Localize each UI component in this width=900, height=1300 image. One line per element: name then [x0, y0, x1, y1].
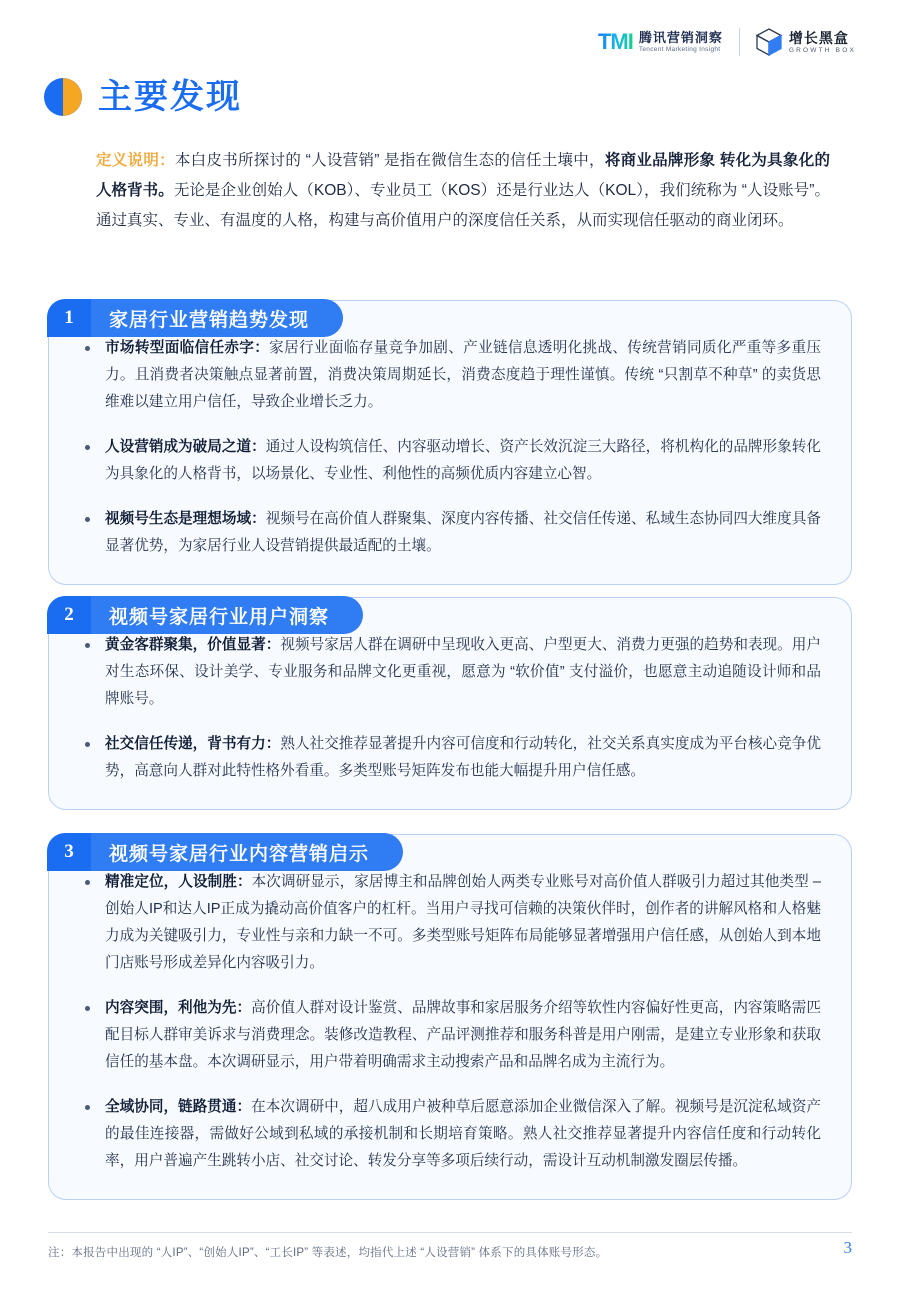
section-2-bullets	[79, 632, 821, 785]
growthbox-logo	[756, 28, 856, 56]
section-3-header	[47, 833, 403, 871]
bullet-title: 市场转型面临信任赤字：	[105, 340, 270, 356]
section-2-header	[47, 596, 363, 634]
section-1-title: 家居行业营销趋势发现	[91, 299, 343, 337]
tmi-logo-text	[639, 31, 723, 54]
bullet-title: 社交信任传递，背书有力：	[105, 736, 281, 752]
bullet-text: 视频号家居人群在调研中呈现收入更高、户型更大、消费力更强的趋势和表现。用户对生态环保、设计美学、专业服务和品牌文化更重视，愿意为 “软价值” 支付溢价，也愿意主动追随设计师和品牌账号。	[105, 637, 821, 707]
section-3-bullets	[79, 869, 821, 1175]
bullet-text: 家居行业面临存量竞争加剧、产业链信息透明化挑战、传统营销同质化严重等多重压力。且消费者决策触点显著前置，消费决策周期延长，消费态度趋于理性谨慎。传统 “只割草不种草” 的卖货思维难以建立用户信任，导致企业增长乏力。	[105, 340, 821, 410]
list-item	[79, 632, 821, 713]
growthbox-name-cn: 增长黑盒	[788, 29, 849, 46]
section-1-header	[47, 299, 343, 337]
footer-note: 注：本报告中出现的 “人IP”、“创始人IP”、“工长IP” 等表述，均指代上述 “人设营销” 体系下的具体账号形态。	[48, 1247, 608, 1259]
bullet-text: 在本次调研中，超八成用户被种草后愿意添加企业微信深入了解。视频号是沉淀私域资产的最佳连接器，需做好公域到私域的承接机制和长期培育策略。熟人社交推荐显著提升内容信任度和行动转化率，用户普遍产生跳转小店、社交讨论、转发分享等多项后续行动，需设计互动机制激发圈层传播。	[105, 1099, 821, 1169]
bullet-title: 视频号生态是理想场域：	[105, 511, 266, 527]
page-number: 3	[843, 1238, 852, 1257]
section-1-box	[48, 300, 852, 585]
cube-icon	[756, 28, 782, 56]
bullet-title: 全域协同，链路贯通：	[105, 1099, 252, 1115]
section-2	[48, 597, 852, 810]
definition-part2: 无论是企业创始人（KOB）、专业员工（KOS）还是行业达人（KOL），我们统称为 “人设账号”。通过真实、专业、有温度的人格，构建与高价值用户的深度信任关系，从而实现信任驱动的商业闭环。	[96, 182, 830, 229]
definition-paragraph	[96, 146, 830, 236]
footer-divider	[48, 1232, 852, 1233]
bullet-title: 内容突围，利他为先：	[105, 1000, 252, 1016]
header-logos	[598, 28, 856, 56]
list-item	[79, 506, 821, 560]
section-3-number: 3	[47, 833, 91, 871]
list-item	[79, 869, 821, 977]
page-title	[44, 78, 242, 116]
logo-divider	[739, 28, 740, 56]
bullet-title: 精准定位，人设制胜：	[105, 874, 252, 890]
growthbox-logo-text	[789, 30, 856, 55]
bullet-title: 人设营销成为破局之道：	[105, 439, 266, 455]
section-1-number: 1	[47, 299, 91, 337]
list-item	[79, 335, 821, 416]
definition-part1: 本白皮书所探讨的 “人设营销” 是指在微信生态的信任土壤中，	[174, 152, 605, 169]
list-item	[79, 995, 821, 1076]
bullet-text: 高价值人群对设计鉴赏、品牌故事和家居服务介绍等软性内容偏好性更高，内容策略需匹配目标人群审美诉求与消费理念。装修改造教程、产品评测推荐和服务科普是用户刚需，是建立专业形象和获取信任的基本盘。本次调研显示，用户带着明确需求主动搜索产品和品牌名成为主流行为。	[105, 1000, 821, 1070]
definition-bold1: 将商业品牌形象 转化为具象化的人格背书。	[96, 152, 830, 199]
tmi-logo	[597, 28, 723, 54]
list-item	[79, 1094, 821, 1175]
section-3	[48, 834, 852, 1200]
list-item	[79, 731, 821, 785]
bullet-title: 黄金客群聚集，价值显著：	[105, 637, 281, 653]
section-3-title: 视频号家居行业内容营销启示	[91, 833, 403, 871]
bullet-text: 通过人设构筑信任、内容驱动增长、资产长效沉淀三大路径，将机构化的品牌形象转化为具象化的人格背书，以场景化、专业性、利他性的高频优质内容建立心智。	[105, 439, 821, 482]
bullet-text: 视频号在高价值人群聚集、深度内容传播、社交信任传递、私域生态协同四大维度具备显著优势，为家居行业人设营销提供最适配的土壤。	[105, 511, 821, 554]
section-1	[48, 300, 852, 585]
tmi-name-cn: 腾讯营销洞察	[638, 29, 723, 45]
section-1-bullets	[79, 335, 821, 560]
list-item	[79, 434, 821, 488]
tmi-wordmark: TMI	[597, 28, 633, 54]
page-title-text: 主要发现	[98, 78, 242, 116]
bullet-text: 熟人社交推荐显著提升内容可信度和行动转化，社交关系真实度成为平台核心竞争优势，高意向人群对此特性格外看重。多类型账号矩阵发布也能大幅提升用户信任感。	[105, 736, 821, 779]
growthbox-name-en: GROWTH BOX	[788, 46, 856, 54]
tmi-name-en: Tencent Marketing Insight	[638, 45, 721, 53]
section-3-box	[48, 834, 852, 1200]
bullet-text: 本次调研显示，家居博主和品牌创始人两类专业账号对高价值人群吸引力超过其他类型 – 创始人IP和达人IP正成为撬动高价值客户的杠杆。当用户寻找可信赖的决策伙伴时，创作者的讲解风格和人格魅力成为关键吸引力，专业性与亲和力缺一不可。多类型账号矩阵布局能够显著增强用户信任感，从创始人到本地门店账号形成差异化内容吸引力。	[105, 874, 821, 971]
title-bullet-icon	[44, 78, 82, 116]
section-2-title: 视频号家居行业用户洞察	[91, 596, 363, 634]
definition-lead: 定义说明：	[96, 152, 175, 169]
section-2-number: 2	[47, 596, 91, 634]
